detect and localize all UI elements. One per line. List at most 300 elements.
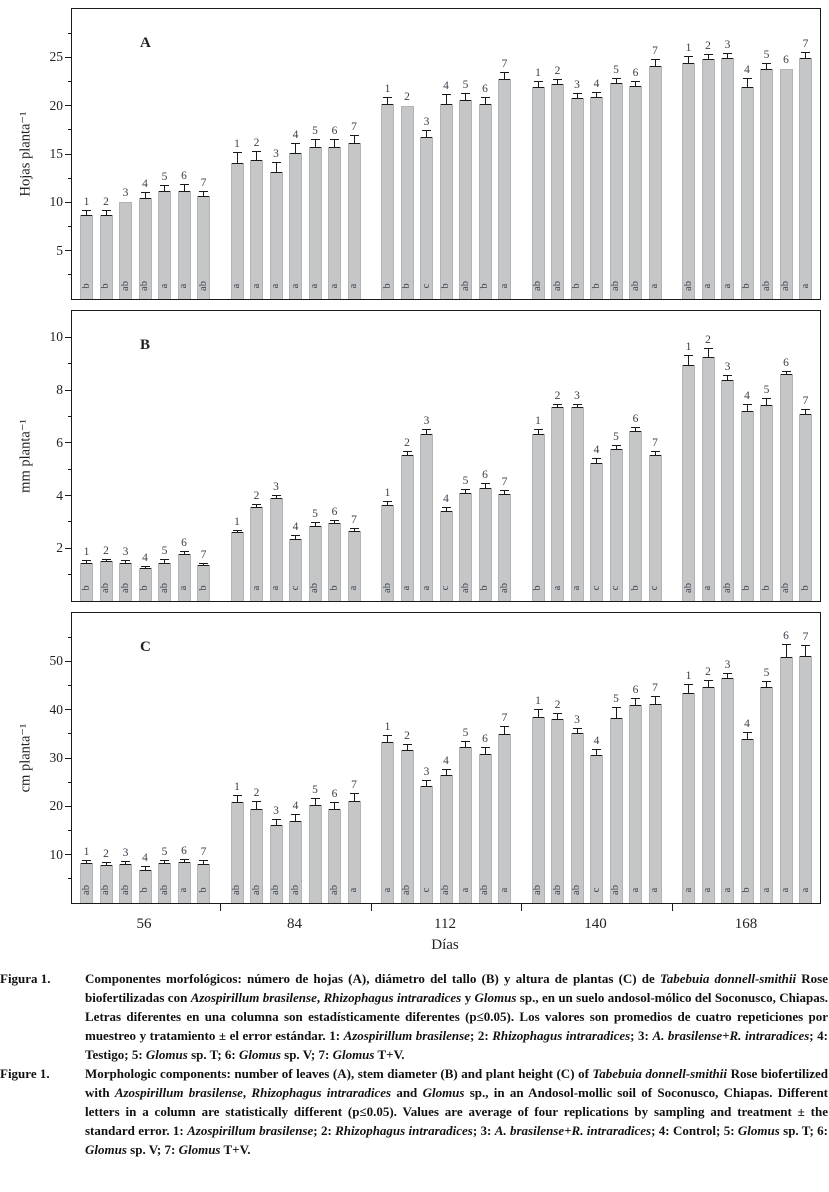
error-bar-bottom-cap — [703, 357, 714, 358]
error-bar-top-cap — [500, 726, 509, 727]
caption-english — [0, 1065, 829, 1160]
treatment-number-label: 2 — [404, 90, 410, 103]
error-bar-top-cap — [233, 795, 242, 796]
error-bar-bottom-cap — [329, 809, 340, 810]
error-bar-top-cap — [461, 741, 470, 742]
error-bar-bottom-cap — [650, 704, 661, 705]
significance-letter: a — [799, 283, 811, 289]
y-major-tick — [65, 250, 72, 251]
significance-letter: ab — [551, 281, 563, 291]
error-bar-bottom-cap — [198, 196, 209, 197]
treatment-number-label: 7 — [200, 846, 207, 859]
treatment-number-label: 1 — [535, 67, 541, 80]
x-tick-label-56: 56 — [136, 916, 152, 932]
significance-letter: ab — [532, 885, 543, 895]
significance-letter: ab — [401, 885, 412, 895]
treatment-number-label: 5 — [462, 79, 469, 92]
treatment-number-label: 2 — [404, 437, 410, 450]
treatment-number-label: 6 — [181, 169, 187, 182]
error-bar-top-cap — [684, 684, 693, 685]
error-bar-bottom-cap — [421, 434, 432, 435]
error-bar-bottom-cap — [140, 870, 151, 871]
error-bar-top-cap — [801, 409, 810, 410]
significance-letter: c — [590, 585, 602, 591]
significance-letter: ab — [139, 281, 150, 291]
treatment-number-label: 2 — [554, 64, 561, 77]
error-bar-top-cap — [330, 520, 339, 521]
bar-day112-t1 — [381, 104, 394, 299]
y-tick-label: 30 — [49, 750, 63, 765]
error-bar-top-cap — [553, 404, 562, 405]
significance-letter: ab — [760, 281, 772, 291]
significance-letter: ab — [270, 885, 281, 895]
bar-day168-t6 — [780, 374, 793, 601]
significance-letter: a — [381, 887, 393, 893]
significance-letter: ab — [309, 583, 320, 593]
bar-day140-t7 — [649, 66, 662, 299]
x-group-tick — [672, 904, 673, 911]
error-bar-top-cap — [573, 93, 582, 94]
significance-letter: c — [420, 887, 432, 893]
error-bar-top-cap — [350, 135, 359, 136]
error-bar-top-cap — [573, 404, 582, 405]
significance-letter: b — [197, 887, 209, 893]
error-bar-bottom-cap — [232, 802, 243, 803]
treatment-number-label: 5 — [161, 545, 168, 558]
significance-letter: b — [381, 283, 393, 289]
error-bar-top-cap — [383, 735, 392, 736]
bar-day168-t3 — [721, 678, 734, 903]
treatment-number-label: 6 — [632, 412, 639, 425]
error-bar-bottom-cap — [271, 498, 282, 499]
error-bar-bottom-cap — [742, 411, 753, 412]
treatment-number-label: 1 — [685, 340, 692, 353]
treatment-number-label: 4 — [443, 755, 449, 768]
error-bar-top-cap — [534, 429, 543, 430]
treatment-number-label: 3 — [724, 39, 731, 52]
error-bar — [354, 136, 355, 144]
bar-day168-t5 — [760, 405, 773, 601]
significance-letter: b — [532, 585, 543, 591]
treatment-number-label: 7 — [802, 394, 809, 407]
error-bar-top-cap — [422, 780, 431, 781]
treatment-number-label: 5 — [462, 726, 469, 739]
significance-letter: ab — [610, 885, 621, 895]
treatment-number-label: 6 — [783, 629, 789, 642]
significance-letter: a — [420, 585, 432, 591]
error-bar-top-cap — [461, 93, 470, 94]
bar-day140-t2 — [551, 84, 564, 299]
caption-text-en: Morphologic components: number of leaves (A), stem diameter (B) and plant height (C) of Tabebuia donnell-smithii Rose biofertilized with Azospirillum brasilense, Rhizophagus intraradices and Glomus sp., in an Andosol-mollic soil of Soconusco, Chiapas. Different letters in a column are statistically different (p≤0.05). Values are average of four replications by sampling and treatment ± the standard error. 1: Azospirillum brasilense; 2: Rhizophagus intraradices; 3: A. brasilense+R. intraradices; 4: Control; 5: Glomus sp. T; 6: Glomus sp. V; 7: Glomus T+V. — [85, 1065, 828, 1157]
significance-letter: ab — [780, 583, 791, 593]
error-bar-bottom-cap — [480, 104, 491, 105]
y-tick-label: 20 — [49, 97, 63, 113]
significance-letter: a — [721, 283, 733, 289]
error-bar-top-cap — [801, 52, 810, 53]
error-bar-bottom-cap — [310, 526, 321, 527]
significance-letter: c — [590, 887, 602, 893]
significance-letter: ab — [780, 281, 791, 291]
significance-letter: ab — [100, 583, 111, 593]
significance-letter: a — [158, 283, 170, 289]
error-bar-bottom-cap — [251, 160, 262, 161]
error-bar-bottom-cap — [441, 511, 452, 512]
error-bar-top-cap — [684, 355, 693, 356]
y-major-tick — [65, 105, 72, 106]
significance-letter: a — [348, 887, 359, 893]
error-bar-bottom-cap — [140, 198, 151, 199]
significance-letter: b — [80, 585, 92, 591]
error-bar-bottom-cap — [101, 215, 112, 216]
error-bar — [786, 645, 787, 657]
error-bar-bottom-cap — [761, 69, 772, 70]
y-minor-tick — [68, 178, 72, 179]
treatment-number-label: 3 — [273, 147, 279, 160]
significance-letter: a — [702, 585, 713, 591]
significance-letter: ab — [721, 583, 733, 593]
error-bar-top-cap — [553, 79, 562, 80]
significance-letter: a — [649, 887, 660, 893]
treatment-number-label: 6 — [181, 844, 187, 857]
treatment-number-label: 7 — [351, 779, 357, 792]
error-bar — [655, 697, 656, 704]
error-bar — [256, 802, 257, 809]
error-bar-top-cap — [403, 451, 412, 452]
significance-letter: ab — [551, 885, 563, 895]
significance-letter: ab — [250, 885, 262, 895]
treatment-number-label: 6 — [482, 82, 488, 95]
significance-letter: ab — [119, 885, 131, 895]
error-bar-bottom-cap — [159, 191, 170, 192]
y-minor-tick — [68, 416, 72, 417]
significance-letter: ab — [231, 885, 242, 895]
significance-letter: a — [498, 283, 510, 289]
error-bar-top-cap — [723, 375, 732, 376]
bar-day168-t7 — [799, 414, 812, 601]
y-minor-tick — [68, 733, 72, 734]
error-bar-top-cap — [592, 92, 601, 93]
treatment-number-label: 7 — [351, 513, 357, 526]
bar-day140-t6 — [629, 705, 642, 903]
y-minor-tick — [68, 81, 72, 82]
error-bar-bottom-cap — [591, 463, 602, 464]
significance-letter: b — [741, 887, 752, 893]
treatment-number-label: 5 — [161, 170, 168, 183]
error-bar-top-cap — [534, 709, 543, 710]
treatment-number-label: 5 — [613, 63, 619, 76]
y-major-tick — [65, 442, 72, 443]
y-minor-tick — [68, 637, 72, 638]
error-bar-top-cap — [180, 859, 189, 860]
error-bar-top-cap — [723, 53, 732, 54]
error-bar-bottom-cap — [683, 365, 694, 366]
significance-letter: a — [721, 887, 733, 893]
x-tick-label-84: 84 — [287, 916, 302, 932]
x-group-tick — [220, 904, 221, 911]
treatment-number-label: 1 — [535, 414, 541, 427]
bar-day112-t7 — [498, 79, 511, 299]
error-bar-bottom-cap — [552, 719, 563, 720]
error-bar-bottom-cap — [499, 79, 510, 80]
error-bar-bottom-cap — [198, 864, 209, 865]
error-bar-bottom-cap — [761, 687, 772, 688]
treatment-number-label: 2 — [103, 544, 109, 557]
error-bar-bottom-cap — [81, 563, 92, 564]
treatment-number-label: 5 — [312, 784, 318, 797]
y-minor-tick — [68, 274, 72, 275]
error-bar-top-cap — [573, 728, 582, 729]
error-bar-bottom-cap — [198, 565, 209, 566]
treatment-number-label: 5 — [763, 667, 770, 680]
significance-letter: c — [610, 585, 621, 591]
significance-letter: b — [139, 585, 150, 591]
bar-day140-t3 — [571, 98, 584, 299]
error-bar-top-cap — [252, 504, 261, 505]
error-bar-bottom-cap — [159, 563, 170, 564]
y-tick-label: 2 — [56, 540, 63, 556]
y-minor-tick — [68, 469, 72, 470]
significance-letter: a — [702, 887, 713, 893]
treatment-number-label: 3 — [273, 805, 279, 818]
error-bar-bottom-cap — [460, 493, 471, 494]
y-tick-label: 4 — [56, 487, 63, 503]
y-major-tick — [65, 202, 72, 203]
error-bar-bottom-cap — [630, 86, 641, 87]
treatment-number-label: 1 — [234, 515, 240, 528]
x-group-tick — [521, 904, 522, 911]
treatment-number-label: 5 — [613, 692, 619, 705]
error-bar-top-cap — [330, 139, 339, 140]
error-bar-top-cap — [762, 681, 771, 682]
error-bar — [747, 79, 748, 88]
error-bar-top-cap — [500, 490, 509, 491]
significance-letter: a — [760, 887, 772, 893]
error-bar-bottom-cap — [591, 755, 602, 756]
error-bar-bottom-cap — [349, 801, 360, 802]
bar-day168-t2 — [702, 59, 715, 299]
error-bar-top-cap — [350, 793, 359, 794]
y-minor-tick — [68, 33, 72, 34]
error-bar-top-cap — [631, 81, 640, 82]
error-bar-top-cap — [291, 535, 300, 536]
significance-letter: a — [348, 283, 359, 289]
treatment-number-label: 3 — [122, 545, 129, 558]
error-bar-bottom-cap — [722, 380, 733, 381]
treatment-number-label: 4 — [142, 852, 148, 865]
error-bar-top-cap — [311, 522, 320, 523]
error-bar-bottom-cap — [271, 172, 282, 173]
treatment-number-label: 6 — [181, 536, 187, 549]
bar-day140-t7 — [649, 704, 662, 903]
error-bar-bottom-cap — [552, 407, 563, 408]
bar-day140-t1 — [532, 87, 545, 299]
significance-letter: c — [289, 585, 301, 591]
panel-c-chart — [17, 612, 821, 904]
bar-day112-t2 — [401, 106, 414, 299]
significance-letter: a — [178, 585, 189, 591]
error-bar-bottom-cap — [703, 687, 714, 688]
significance-letter: ab — [682, 281, 694, 291]
significance-letter: ab — [119, 281, 131, 291]
error-bar-top-cap — [481, 747, 490, 748]
treatment-number-label: 2 — [554, 389, 561, 402]
treatment-number-label: 7 — [652, 436, 658, 449]
error-bar-top-cap — [102, 210, 111, 211]
treatment-number-label: 3 — [724, 360, 731, 373]
error-bar-top-cap — [442, 94, 451, 95]
significance-letter: ab — [532, 281, 543, 291]
error-bar-top-cap — [612, 707, 621, 708]
error-bar — [805, 646, 806, 656]
error-bar-bottom-cap — [800, 414, 811, 415]
significance-letter: b — [760, 585, 772, 591]
bar-day168-t1 — [682, 693, 695, 903]
error-bar-bottom-cap — [232, 532, 243, 533]
y-tick-label: 25 — [49, 49, 63, 65]
significance-letter: b — [629, 585, 641, 591]
error-bar-bottom-cap — [533, 87, 544, 88]
treatment-number-label: 2 — [103, 196, 109, 209]
significance-letter: a — [270, 585, 281, 591]
treatment-number-label: 1 — [384, 82, 391, 95]
significance-letter: a — [250, 585, 262, 591]
treatment-number-label: 2 — [705, 666, 711, 679]
error-bar — [276, 163, 277, 173]
treatment-number-label: 6 — [331, 124, 338, 137]
y-tick-label: 50 — [49, 653, 63, 669]
error-bar-top-cap — [233, 530, 242, 531]
treatment-number-label: 2 — [253, 489, 260, 502]
significance-letter: a — [780, 887, 791, 893]
error-bar — [446, 95, 447, 104]
treatment-number-label: 5 — [312, 124, 318, 137]
significance-letter: b — [741, 585, 752, 591]
error-bar-top-cap — [272, 162, 281, 163]
bar-day168-t7 — [799, 656, 812, 903]
error-bar-top-cap — [651, 696, 660, 697]
error-bar-top-cap — [291, 814, 300, 815]
error-bar-top-cap — [311, 798, 320, 799]
y-axis-title: Hojas planta⁻¹ — [17, 111, 34, 197]
bar-day112-t6 — [479, 104, 492, 299]
error-bar-top-cap — [330, 802, 339, 803]
bar-day140-t5 — [610, 83, 623, 299]
error-bar-bottom-cap — [460, 747, 471, 748]
significance-letter: ab — [289, 885, 301, 895]
error-bar-top-cap — [121, 560, 130, 561]
significance-letter: a — [328, 283, 340, 289]
y-minor-tick — [68, 129, 72, 130]
treatment-number-label: 5 — [312, 507, 318, 520]
error-bar-bottom-cap — [533, 434, 544, 435]
significance-letter: a — [498, 887, 510, 893]
error-bar-top-cap — [180, 184, 189, 185]
error-bar-bottom-cap — [349, 531, 360, 532]
bar-day140-t3 — [571, 407, 584, 601]
treatment-number-label: 1 — [83, 196, 90, 209]
y-minor-tick — [68, 830, 72, 831]
error-bar-bottom-cap — [650, 66, 661, 67]
treatment-number-label: 3 — [273, 481, 279, 494]
error-bar-top-cap — [553, 713, 562, 714]
error-bar-bottom-cap — [781, 374, 792, 375]
error-bar-top-cap — [743, 78, 752, 79]
y-major-tick — [65, 154, 72, 155]
error-bar-top-cap — [102, 559, 111, 560]
significance-letter: b — [328, 585, 340, 591]
bar-day168-t4 — [741, 411, 754, 601]
error-bar-bottom-cap — [290, 821, 301, 822]
error-bar-top-cap — [403, 744, 412, 745]
treatment-number-label: 6 — [783, 356, 789, 369]
y-major-tick — [65, 709, 72, 710]
error-bar-bottom-cap — [630, 431, 641, 432]
error-bar-bottom-cap — [480, 488, 491, 489]
y-major-tick — [65, 854, 72, 855]
treatment-number-label: 2 — [253, 137, 260, 150]
error-bar — [295, 144, 296, 153]
significance-letter: a — [270, 283, 281, 289]
treatment-number-label: 4 — [744, 717, 750, 730]
error-bar — [315, 140, 316, 148]
treatment-number-label: 4 — [744, 389, 750, 402]
error-bar — [334, 140, 335, 148]
bar-day140-t6 — [629, 86, 642, 299]
error-bar-top-cap — [252, 801, 261, 802]
treatment-number-label: 1 — [384, 720, 391, 733]
error-bar-top-cap — [272, 495, 281, 496]
error-bar-bottom-cap — [329, 147, 340, 148]
y-major-tick — [65, 758, 72, 759]
error-bar-bottom-cap — [800, 58, 811, 59]
error-bar-top-cap — [383, 501, 392, 502]
error-bar-bottom-cap — [572, 733, 583, 734]
error-bar-top-cap — [743, 732, 752, 733]
significance-letter: ab — [498, 583, 510, 593]
x-group-tick — [371, 904, 372, 911]
y-minor-tick — [68, 685, 72, 686]
bar-day84-t1 — [231, 532, 244, 601]
treatment-number-label: 6 — [331, 787, 338, 800]
caption-spanish — [0, 970, 829, 1065]
treatment-number-label: 4 — [443, 493, 449, 506]
error-bar-bottom-cap — [572, 407, 583, 408]
significance-letter: ab — [459, 583, 471, 593]
significance-letter: c — [440, 585, 451, 591]
error-bar-bottom-cap — [499, 734, 510, 735]
treatment-number-label: 2 — [404, 730, 410, 743]
error-bar-bottom-cap — [460, 100, 471, 101]
error-bar-top-cap — [762, 398, 771, 399]
treatment-number-label: 6 — [482, 469, 488, 482]
error-bar-top-cap — [631, 698, 640, 699]
error-bar-top-cap — [592, 749, 601, 750]
error-bar-bottom-cap — [572, 98, 583, 99]
bar-day168-t4 — [741, 87, 754, 299]
treatment-number-label: 4 — [292, 800, 299, 813]
panel-letter-c: C — [140, 639, 151, 655]
significance-letter: b — [100, 283, 111, 289]
significance-letter: ab — [328, 885, 340, 895]
error-bar-bottom-cap — [703, 59, 714, 60]
treatment-number-label: 4 — [593, 734, 600, 747]
error-bar-bottom-cap — [630, 705, 641, 706]
treatment-number-label: 7 — [501, 476, 508, 489]
error-bar-bottom-cap — [742, 87, 753, 88]
y-major-tick — [65, 337, 72, 338]
error-bar-top-cap — [141, 192, 150, 193]
significance-letter: b — [590, 283, 602, 289]
